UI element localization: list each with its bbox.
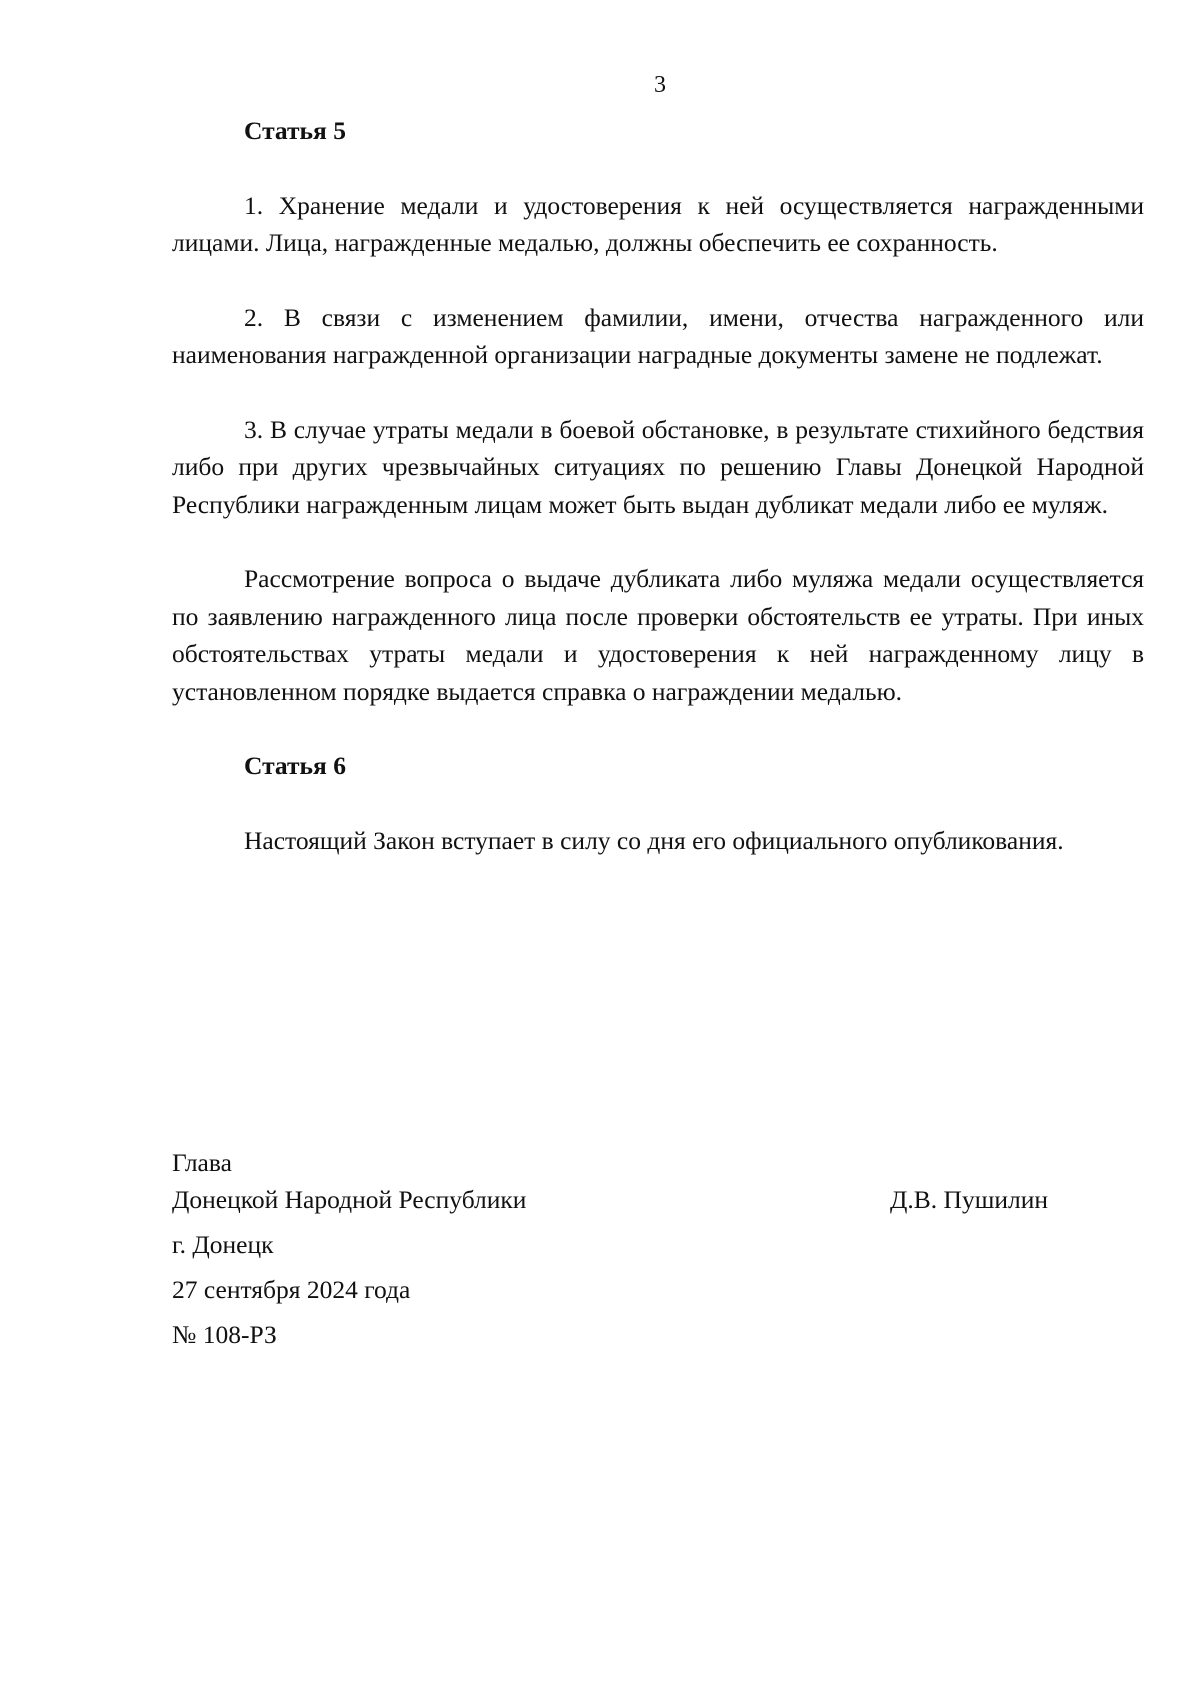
document-body (172, 112, 1144, 859)
article-6-heading: Статья 6 (244, 751, 346, 780)
article-5-paragraph-2: 2. В связи с изменением фамилии, имени, отчества награжденного или наименования награжденной организации наградные документы замене не подлежат. (172, 302, 1144, 369)
signatory-name: Д.В. Пушилин (890, 1185, 1048, 1214)
signatory-row (172, 1181, 1072, 1218)
signatory-title-line-1: Глава (172, 1148, 232, 1177)
signing-city: г. Донецк (172, 1230, 274, 1259)
article-6-paragraph-1: Настоящий Закон вступает в силу со дня его официального опубликования. (244, 825, 1064, 855)
signatory-title-line-2: Донецкой Народной Республики (172, 1185, 527, 1214)
signature-block (172, 1144, 1072, 1353)
signing-date: 27 сентября 2024 года (172, 1275, 411, 1304)
article-5-paragraph-4: Рассмотрение вопроса о выдаче дубликата либо муляжа медали осуществляется по заявлению награжденного лица после проверки обстоятельств ее утраты. При иных обстоятельствах утраты медали и удостоверения к ней награжденному лицу в установленном порядке выдается справка о награждении медалью. (172, 564, 1144, 706)
law-number: № 108-РЗ (172, 1320, 277, 1349)
page-number: 3 (654, 72, 666, 98)
article-5-heading: Статья 5 (244, 116, 346, 145)
article-5-paragraph-1: 1. Хранение медали и удостоверения к ней осуществляется награжденными лицами. Лица, награжденные медалью, должны обеспечить ее сохранность. (172, 190, 1144, 257)
article-5-paragraph-3: 3. В случае утраты медали в боевой обстановке, в результате стихийного бедствия либо при других чрезвычайных ситуациях по решению Главы Донецкой Народной Республики награжденным лицам может быть выдан дубликат медали либо ее муляж. (172, 414, 1144, 519)
